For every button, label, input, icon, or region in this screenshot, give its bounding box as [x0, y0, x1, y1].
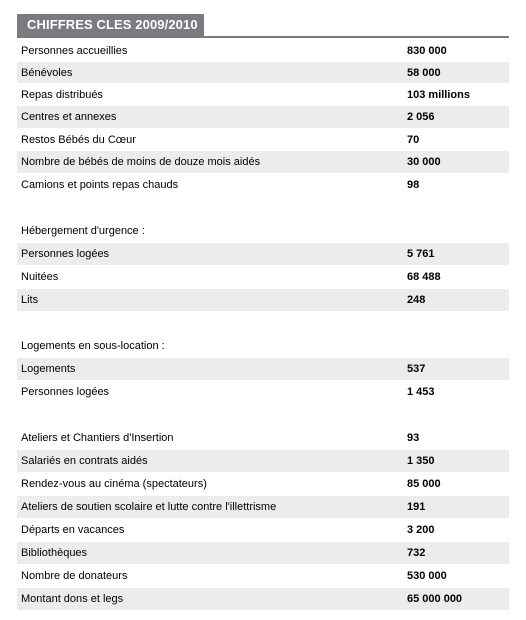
table-row	[17, 565, 509, 588]
row-value: 85 000	[407, 478, 441, 490]
row-value: 732	[407, 547, 426, 559]
section-spacer	[17, 312, 509, 335]
table-row	[17, 519, 509, 542]
row-label: Repas distribués	[21, 88, 103, 101]
row-label: Ateliers de soutien scolaire et lutte contre l'illettrisme	[21, 501, 277, 513]
row-label: Logements en sous-location :	[21, 340, 165, 352]
table-row	[17, 450, 509, 473]
table-row	[17, 40, 509, 62]
table-row	[17, 542, 509, 565]
row-label: Rendez-vous au cinéma (spectateurs)	[21, 478, 207, 490]
table-row	[17, 220, 509, 243]
table-row	[17, 289, 509, 312]
key-figures-table	[17, 40, 509, 611]
row-value: 93	[407, 432, 420, 444]
row-label: Logements	[21, 363, 76, 375]
row-value: 58 000	[407, 66, 441, 79]
table-row	[17, 84, 509, 106]
row-label: Bibliothèques	[21, 547, 88, 559]
table-row	[17, 335, 509, 358]
row-label: Personnes logées	[21, 386, 110, 398]
row-value: 830 000	[407, 44, 447, 57]
row-label: Restos Bébés du Cœur	[21, 133, 136, 146]
table-row	[17, 151, 509, 174]
row-value: 1 350	[407, 455, 435, 467]
title-divider	[17, 36, 509, 38]
table-row	[17, 358, 509, 381]
row-label: Centres et annexes	[21, 111, 117, 123]
page-title: CHIFFRES CLES 2009/2010	[17, 14, 204, 36]
row-label: Montant dons et legs	[21, 593, 124, 605]
table-row	[17, 129, 509, 151]
row-value: 3 200	[407, 524, 435, 536]
row-label: Personnes logées	[21, 248, 110, 260]
table-row	[17, 473, 509, 496]
table-row	[17, 243, 509, 266]
table-row	[17, 381, 509, 404]
table-row	[17, 427, 509, 450]
row-value: 30 000	[407, 156, 441, 168]
table-row	[17, 266, 509, 289]
table-row	[17, 496, 509, 519]
row-label: Salariés en contrats aidés	[21, 455, 148, 467]
row-value: 248	[407, 294, 426, 306]
row-value: 5 761	[407, 248, 435, 260]
row-label: Personnes accueillies	[21, 44, 128, 57]
row-label: Ateliers et Chantiers d'Insertion	[21, 432, 174, 444]
table-row	[17, 62, 509, 84]
section-spacer	[17, 404, 509, 427]
table-row	[17, 588, 509, 611]
table-row	[17, 174, 509, 197]
row-label: Hébergement d'urgence :	[21, 225, 145, 237]
row-value: 537	[407, 363, 426, 375]
row-label: Départs en vacances	[21, 524, 125, 536]
row-value: 530 000	[407, 570, 447, 582]
row-label: Nombre de bébés de moins de douze mois aidés	[21, 156, 261, 168]
row-value: 68 488	[407, 271, 441, 283]
row-value: 65 000 000	[407, 593, 463, 605]
row-label: Nuitées	[21, 271, 59, 283]
row-value: 2 056	[407, 111, 435, 123]
row-value: 191	[407, 501, 426, 513]
row-value: 1 453	[407, 386, 435, 398]
section-spacer	[17, 197, 509, 220]
row-value: 98	[407, 179, 420, 191]
table-row	[17, 106, 509, 129]
row-value: 103 millions	[407, 88, 470, 101]
row-value: 70	[407, 133, 420, 146]
row-label: Bénévoles	[21, 66, 73, 79]
row-label: Nombre de donateurs	[21, 570, 128, 582]
row-label: Camions et points repas chauds	[21, 179, 179, 191]
row-label: Lits	[21, 294, 39, 306]
